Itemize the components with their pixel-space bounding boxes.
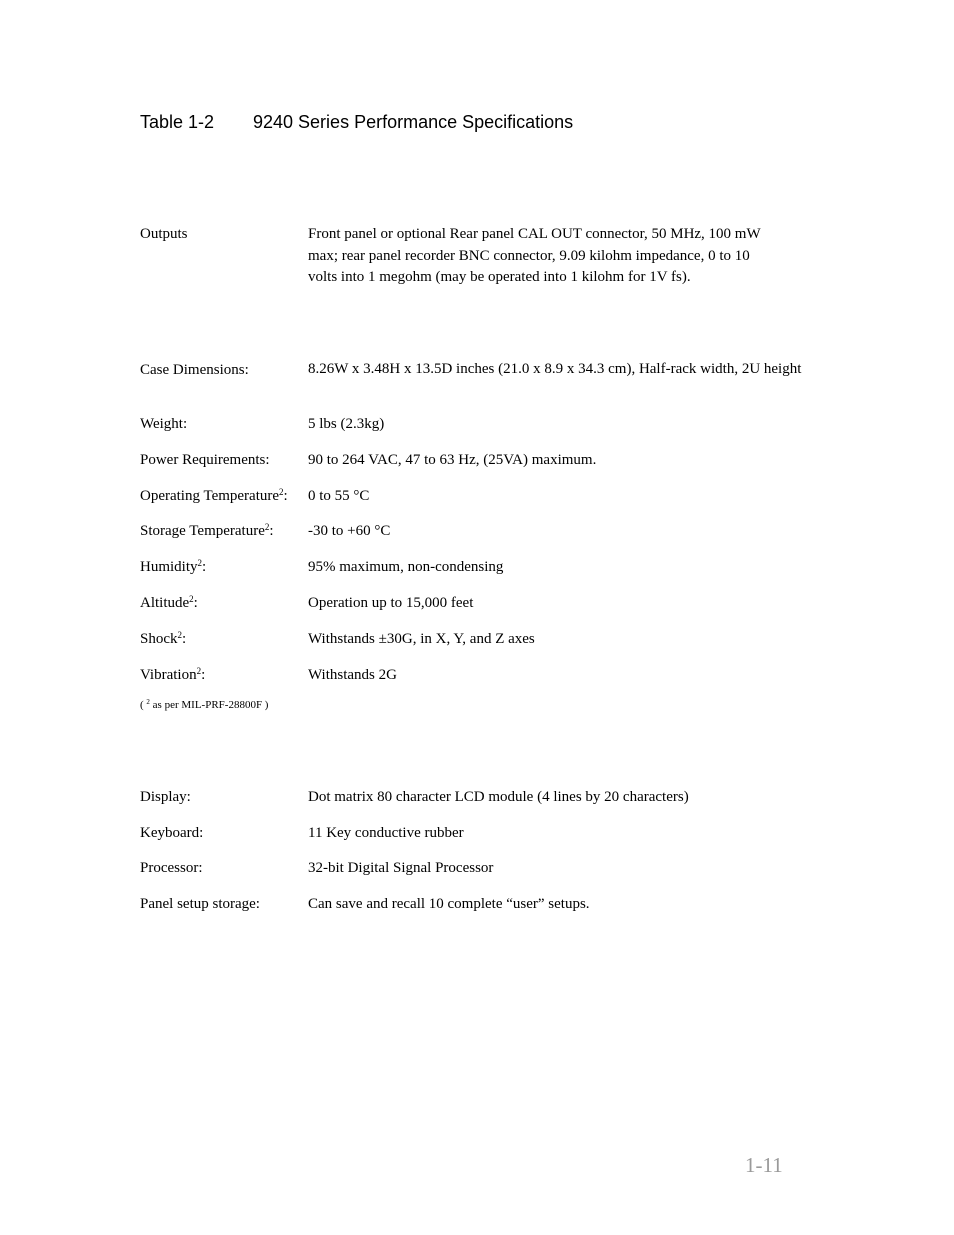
spec-value: Dot matrix 80 character LCD module (4 lines by 20 characters) <box>308 789 689 805</box>
spec-row-humidity <box>140 557 814 578</box>
footnote: ( $^2$ as per MIL-PRF-28800F ) <box>140 698 269 711</box>
spec-value: Front panel or optional Rear panel CAL OUT connector, 50 MHz, 100 mW max; rear panel recorder BNC connector, 9.09 kilohm impedance, 0 to 10 volts into 1 megohm (may be operated into 1 kilohm for 1V fs). <box>308 226 761 285</box>
spec-value: Withstands ±30G, in X, Y, and Z axes <box>308 631 535 647</box>
footnote-marker: 2 <box>264 522 270 532</box>
footnote-marker: 2 <box>279 487 284 497</box>
footnote-marker: 2 <box>177 630 182 640</box>
spec-row-shock <box>140 629 814 650</box>
spec-label: Outputs <box>140 226 188 242</box>
spec-label: Weight: <box>140 416 188 432</box>
table-title: 9240 Series Performance Specifications <box>253 112 574 132</box>
spec-row-operating-temperature <box>140 486 814 507</box>
spec-label: Display: <box>140 789 191 805</box>
spec-value: 0 to 55 °C <box>308 488 370 504</box>
spec-row-keyboard <box>140 823 814 844</box>
spec-value: 8.26W x 3.48H x 13.5D inches (21.0 x 8.9 x 34.3 cm), Half-rack width, 2U height <box>308 361 802 377</box>
spec-value: 32-bit Digital Signal Processor <box>308 860 494 876</box>
spec-label: Panel setup storage: <box>140 896 260 912</box>
spec-value: Can save and recall 10 complete “user” setups. <box>308 896 590 912</box>
spec-row-power-requirements <box>140 450 814 471</box>
spec-row-display <box>140 787 814 808</box>
spec-row-altitude <box>140 593 814 614</box>
spec-row-vibration <box>140 665 814 686</box>
spec-label: Operating Temperature$^2$: <box>140 487 288 504</box>
spec-value: Withstands 2G <box>308 667 397 683</box>
spec-label: Power Requirements: <box>140 452 270 468</box>
footnote-marker: 2 <box>196 666 202 676</box>
spec-label: Humidity$^2$: <box>140 558 207 575</box>
table-number: Table 1-2 <box>140 112 215 132</box>
spec-label: Processor: <box>140 860 203 876</box>
spec-value: Operation up to 15,000 feet <box>308 595 474 611</box>
spec-row-weight <box>140 414 814 435</box>
spec-value: 90 to 264 VAC, 47 to 63 Hz, (25VA) maximum. <box>308 452 597 468</box>
spec-row-outputs <box>140 224 780 289</box>
spec-label: Storage Temperature$^2$: <box>140 522 274 539</box>
spec-value: 5 lbs (2.3kg) <box>308 416 385 432</box>
spec-label: Vibration$^2$: <box>140 666 206 683</box>
spec-label: Altitude$^2$: <box>140 594 198 611</box>
spec-row-case-dimensions <box>140 360 814 378</box>
footnote-marker: 2 <box>197 558 203 568</box>
footnote-marker: 2 <box>146 698 150 706</box>
spec-row-processor <box>140 858 814 879</box>
spec-label: Shock$^2$: <box>140 630 187 647</box>
footnote-marker: 2 <box>189 594 194 604</box>
spec-value: 11 Key conductive rubber <box>308 825 464 841</box>
spec-value: 95% maximum, non-condensing <box>308 559 504 575</box>
spec-row-storage-temperature <box>140 521 814 542</box>
spec-row-panel-setup-storage <box>140 894 814 915</box>
table-caption <box>140 112 573 133</box>
page-number: 1-11 <box>745 1153 783 1177</box>
spec-value: -30 to +60 °C <box>308 523 391 539</box>
spec-label: Keyboard: <box>140 825 204 841</box>
spec-label: Case Dimensions: <box>140 362 249 378</box>
